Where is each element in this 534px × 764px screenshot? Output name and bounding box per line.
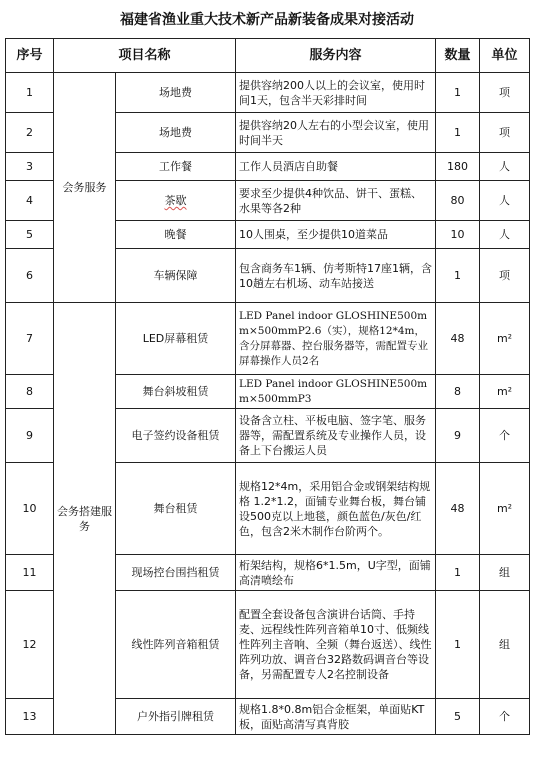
row-content: 工作人员酒店自助餐: [236, 153, 436, 181]
table-header-row: [6, 39, 530, 73]
row-no: 10: [6, 463, 54, 555]
row-qty: 80: [436, 181, 480, 221]
row-qty: 1: [436, 73, 480, 113]
row-unit: 组: [480, 591, 530, 699]
row-content: 配置全套设备包含演讲台话筒、手持麦、远程线性阵列音箱单10寸、低频线性阵列主音响、全频（舞台返送）、线性阵列功放、调音台32路数码调音台等设备，另需配置专人2名控制设备: [236, 591, 436, 699]
row-name: 线性阵列音箱租赁: [116, 591, 236, 699]
table-row: [6, 73, 530, 113]
row-qty: 1: [436, 249, 480, 303]
row-no: 1: [6, 73, 54, 113]
page-title: 福建省渔业重大技术新产品新装备成果对接活动: [120, 12, 414, 28]
group-build: 会务搭建服务: [54, 303, 116, 735]
header-project: 项目名称: [54, 39, 236, 73]
row-unit: 组: [480, 555, 530, 591]
row-unit: m²: [480, 303, 530, 375]
row-unit: m²: [480, 375, 530, 409]
row-qty: 1: [436, 591, 480, 699]
row-content: 10人围桌，至少提供10道菜品: [236, 221, 436, 249]
row-no: 3: [6, 153, 54, 181]
service-table: [5, 38, 530, 735]
row-unit: 人: [480, 221, 530, 249]
row-no: 8: [6, 375, 54, 409]
row-content: 桁架结构，规格6*1.5m，U字型，面铺高清喷绘布: [236, 555, 436, 591]
row-qty: 8: [436, 375, 480, 409]
row-qty: 5: [436, 699, 480, 735]
row-name: 晚餐: [116, 221, 236, 249]
row-unit: 个: [480, 409, 530, 463]
row-name: 车辆保障: [116, 249, 236, 303]
row-qty: 1: [436, 113, 480, 153]
row-unit: 项: [480, 73, 530, 113]
row-unit: m²: [480, 463, 530, 555]
row-no: 13: [6, 699, 54, 735]
row-content: LED Panel indoor GLOSHINE500mm×500mmP3: [236, 375, 436, 409]
row-name: 工作餐: [116, 153, 236, 181]
row-content: 要求至少提供4种饮品、饼干、蛋糕、水果等各2种: [236, 181, 436, 221]
row-no: 6: [6, 249, 54, 303]
row-no: 9: [6, 409, 54, 463]
row-unit: 项: [480, 249, 530, 303]
header-unit: 单位: [480, 39, 530, 73]
row-qty: 10: [436, 221, 480, 249]
row-qty: 1: [436, 555, 480, 591]
row-unit: 人: [480, 153, 530, 181]
header-no: 序号: [6, 39, 54, 73]
row-unit: 个: [480, 699, 530, 735]
row-no: 2: [6, 113, 54, 153]
row-name: [116, 181, 236, 221]
row-content: 包含商务车1辆、仿考斯特17座1辆，含10趟左右机场、动车站接送: [236, 249, 436, 303]
header-content: 服务内容: [236, 39, 436, 73]
row-content: 规格1.8*0.8m铝合金框架，单面贴KT板，面贴高清写真背胶: [236, 699, 436, 735]
row-name: 现场控台围挡租赁: [116, 555, 236, 591]
row-qty: 48: [436, 463, 480, 555]
row-no: 5: [6, 221, 54, 249]
row-name: 舞台斜坡租赁: [116, 375, 236, 409]
row-content: 提供容纳20人左右的小型会议室，使用时间半天: [236, 113, 436, 153]
row-qty: 9: [436, 409, 480, 463]
row-name-text: 茶歇: [164, 194, 187, 207]
row-unit: 人: [480, 181, 530, 221]
row-name: 场地费: [116, 73, 236, 113]
row-name: 电子签约设备租赁: [116, 409, 236, 463]
row-name: 户外指引牌租赁: [116, 699, 236, 735]
row-name: 场地费: [116, 113, 236, 153]
row-unit: 项: [480, 113, 530, 153]
row-qty: 180: [436, 153, 480, 181]
table-row: [6, 303, 530, 375]
row-no: 7: [6, 303, 54, 375]
row-qty: 48: [436, 303, 480, 375]
row-content: 提供容纳200人以上的会议室，使用时间1天，包含半天彩排时间: [236, 73, 436, 113]
row-no: 11: [6, 555, 54, 591]
group-meeting: 会务服务: [54, 73, 116, 303]
header-qty: 数量: [436, 39, 480, 73]
row-name: LED屏幕租赁: [116, 303, 236, 375]
row-name: 舞台租赁: [116, 463, 236, 555]
row-content: 规格12*4m，采用铝合金或钢架结构规格 1.2*1.2，面铺专业舞台板，舞台铺设500克以上地毯，颜色蓝色/灰色/红色，包含2米木制作台阶两个。: [236, 463, 436, 555]
row-content: LED Panel indoor GLOSHINE500mm×500mmP2.6（实），规格12*4m，含分屏幕器、控台服务器等，需配置专业屏幕操作人员2名: [236, 303, 436, 375]
row-no: 12: [6, 591, 54, 699]
row-content: 设备含立柱、平板电脑、签字笔、服务器等，需配置系统及专业操作人员，设备上下台搬运人员: [236, 409, 436, 463]
row-no: 4: [6, 181, 54, 221]
